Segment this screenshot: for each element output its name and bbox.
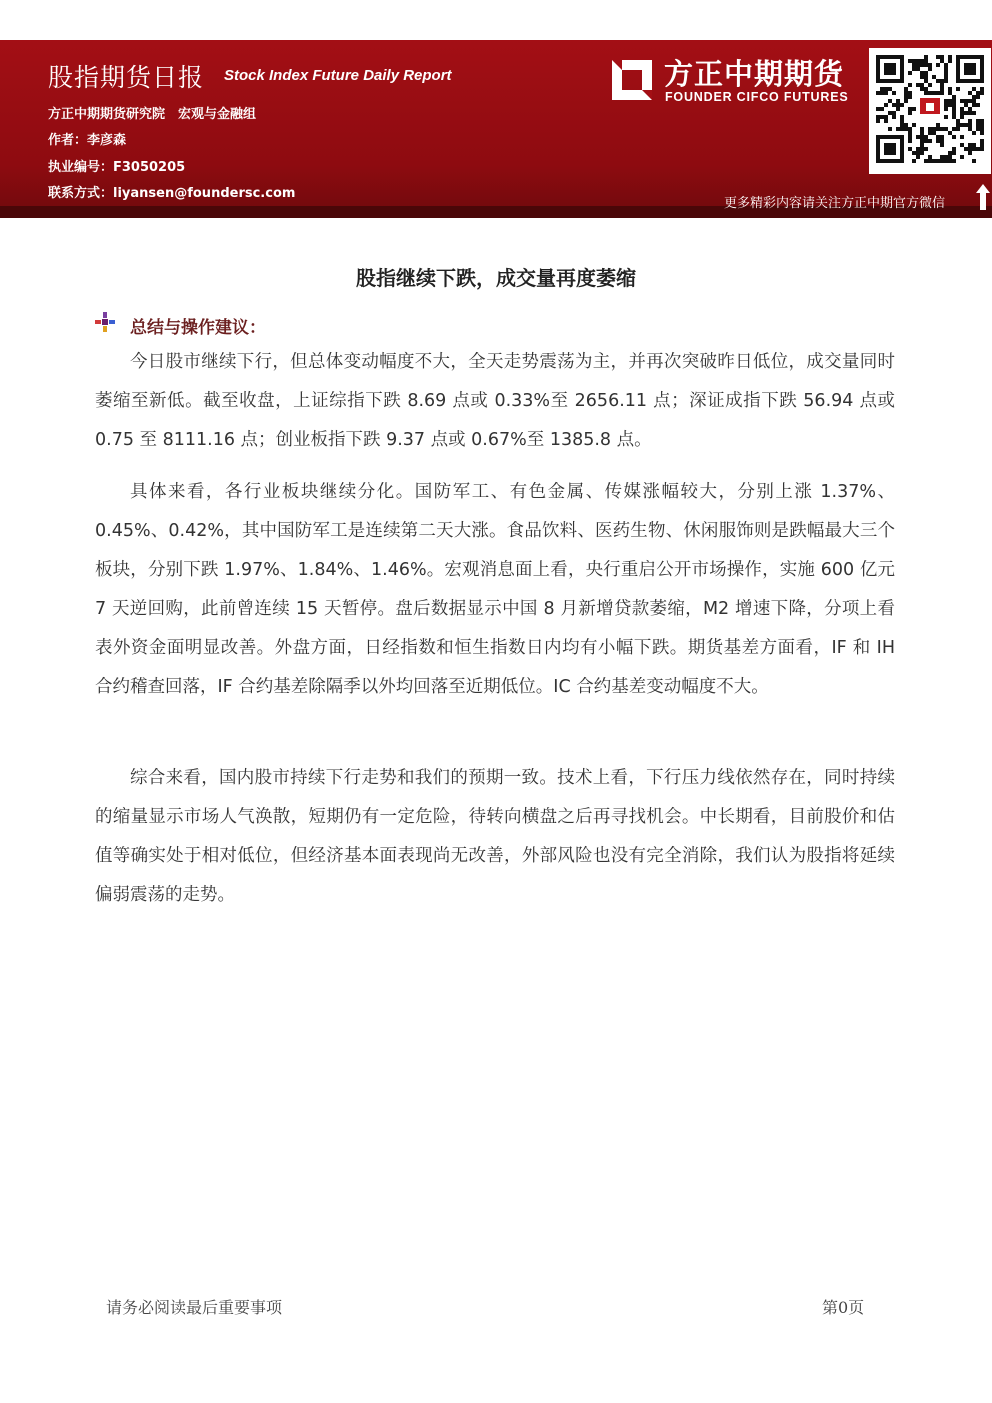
document-title: 股指继续下跌，成交量再度萎缩 [356, 266, 636, 290]
bullet-icon [95, 312, 115, 332]
footer-notice: 请务必阅读最后重要事项 [106, 1298, 283, 1317]
page-number: 第0页 [822, 1298, 865, 1317]
section-heading: 总结与操作建议： [130, 318, 266, 338]
license-label: 执业编号：F3050205 [48, 160, 186, 175]
founder-logo-icon [608, 56, 656, 104]
summary-paragraph-1: 今日股市继续下行，但总体变动幅度不大，全天走势震荡为主，并再次突破昨日低位，成交量同时萎缩至新低。截至收盘，上证综指下跌 8.69 点或 0.33%至 2656.11 点；深证成指下跌 56.94 点或 0.75 至 8111.16 点；创业板指下跌 9.37 点或 0.67%至 1385.8 点。 [95, 352, 895, 450]
up-arrow-icon [976, 184, 990, 210]
summary-paragraph-2: 具体来看，各行业板块继续分化。国防军工、有色金属、传媒涨幅较大，分别上涨 1.37%、0.45%、0.42%，其中国防军工是连续第二天大涨。食品饮料、医药生物、休闲服饰则是跌幅最大三个板块，分别下跌 1.97%、1.84%、1.46%。宏观消息面上看，央行重启公开市场操作，实施 600 亿元 7 天逆回购，此前曾连续 15 天暂停。盘后数据显示中国 8 月新增贷款萎缩，M2 增速下降，分项上看表外资金面明显改善。外盘方面，日经指数和恒生指数日内均有小幅下跌。期货基差方面看，IF 和 IH 合约稽查回落，IF 合约基差除隔季以外均回落至近期低位。IC 合约基差变动幅度不大。 [95, 482, 895, 697]
contact-label: 联系方式：liyansen@foundersc.com [48, 186, 296, 201]
institute-label: 方正中期期货研究院 宏观与金融组 [48, 107, 257, 122]
logo-text-cn: 方正中期期货 [664, 57, 845, 91]
logo-text-en: FOUNDER CIFCO FUTURES [665, 90, 849, 104]
report-title-en: Stock Index Future Daily Report [224, 67, 452, 84]
report-title: 股指期货日报 [48, 63, 205, 92]
summary-paragraph-3: 综合来看，国内股市持续下行走势和我们的预期一致。技术上看，下行压力线依然存在，同时持续的缩量显示市场人气涣散，短期仍有一定危险，待转向横盘之后再寻找机会。中长期看，目前股价和估值等确实处于相对低位，但经济基本面表现尚无改善，外部风险也没有完全消除，我们认为股指将延续偏弱震荡的走势。 [95, 768, 895, 905]
wechat-follow-note: 更多精彩内容请关注方正中期官方微信 [724, 196, 946, 211]
wechat-qr-code [869, 48, 991, 174]
author-label: 作者：李彦森 [48, 133, 127, 148]
